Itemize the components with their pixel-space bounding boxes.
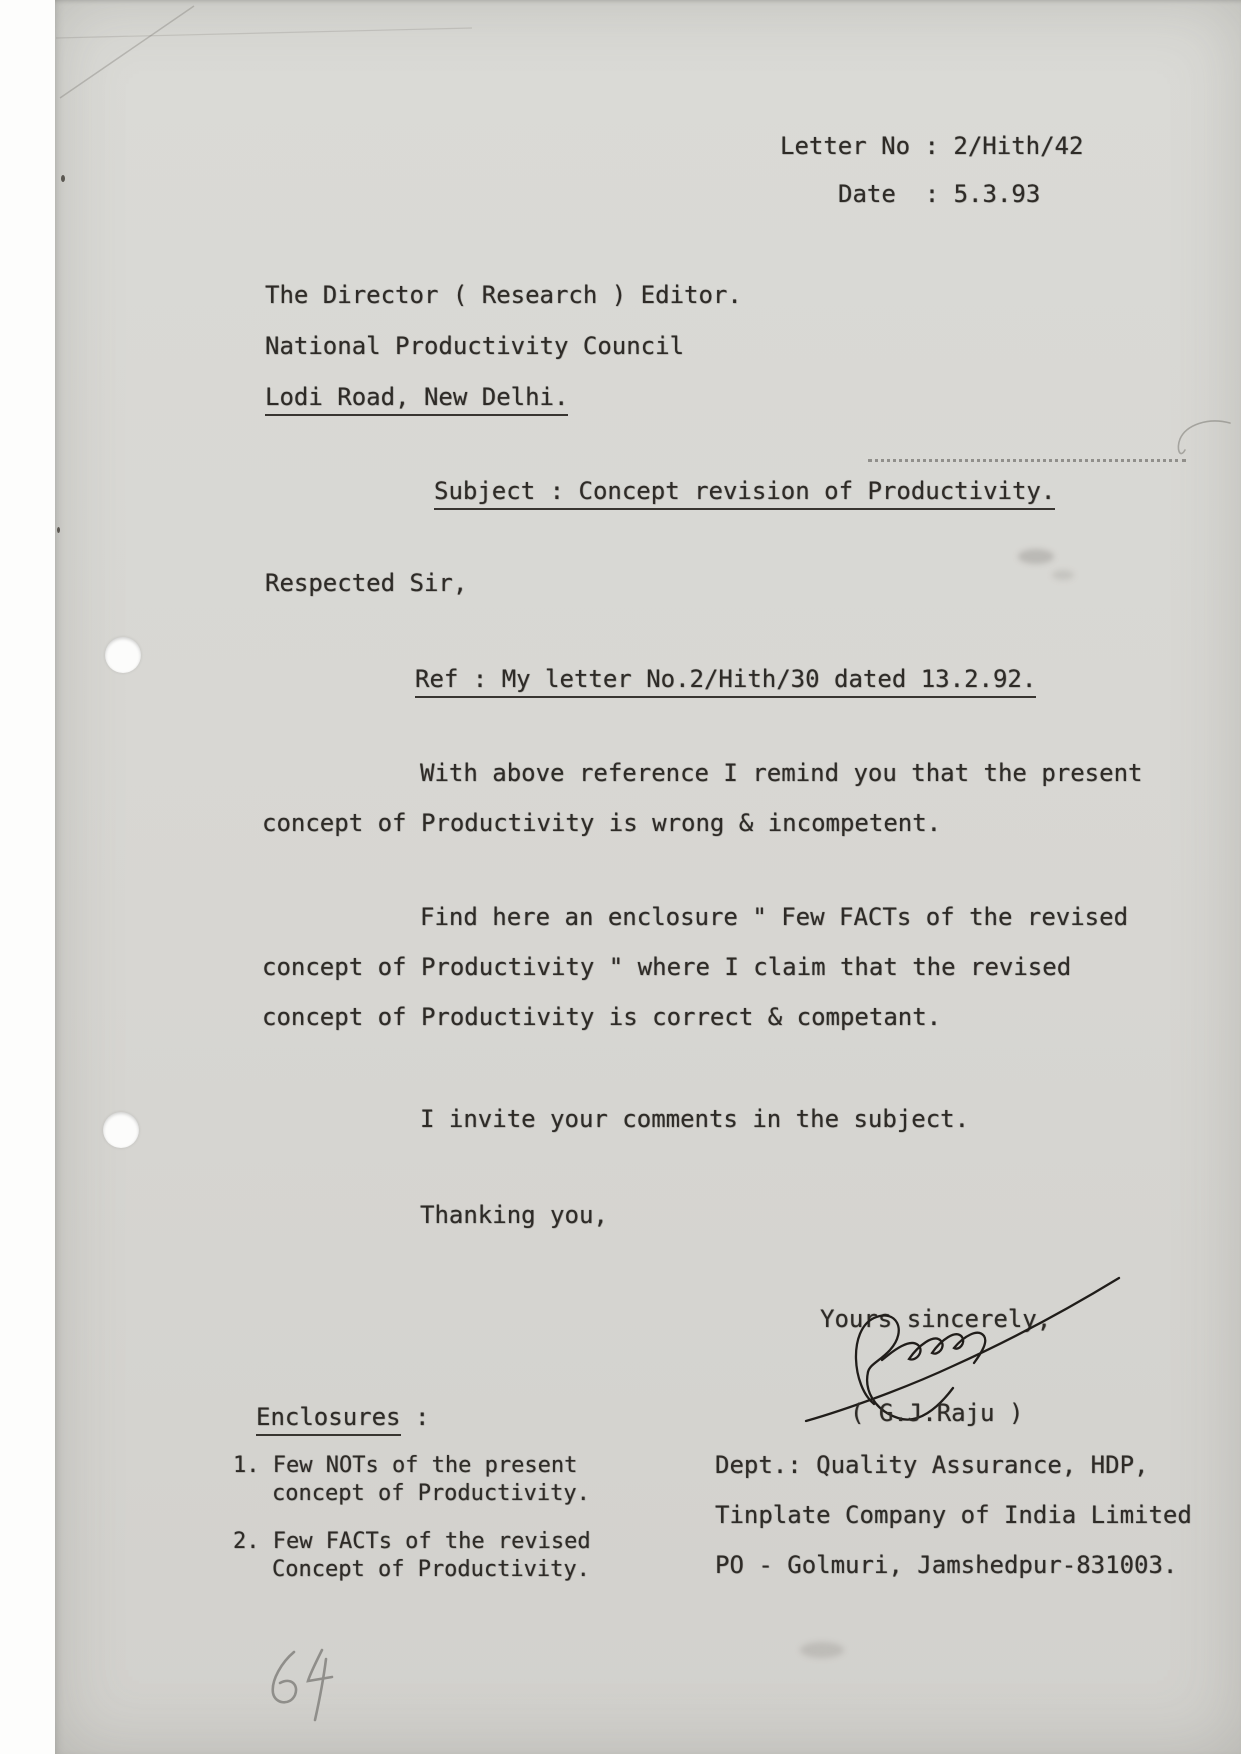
closing-line: Thanking you, xyxy=(420,1201,608,1229)
recipient-line-1: The Director ( Research ) Editor. xyxy=(265,281,742,309)
recipient-line-2: National Productivity Council xyxy=(265,332,685,360)
body-para2-line1: Find here an enclosure " Few FACTs of the revised xyxy=(420,903,1129,931)
enclosures-heading-colon: : xyxy=(400,1403,430,1431)
enclosure-item-1-line2: concept of Productivity. xyxy=(272,1481,590,1506)
edge-speck-2 xyxy=(57,527,60,533)
enclosures-heading xyxy=(256,1404,429,1431)
recipient-line-3: Lodi Road, New Delhi. xyxy=(265,384,568,416)
enclosure-item-2-line2: Concept of Productivity. xyxy=(272,1557,590,1582)
dept-line-1: Dept.: Quality Assurance, HDP, xyxy=(715,1451,1149,1479)
body-para2-line3: concept of Productivity is correct & competant. xyxy=(262,1003,942,1031)
ghost-dotted-marks xyxy=(868,459,1186,462)
valediction: Yours sincerely, xyxy=(820,1305,1052,1333)
signed-name: ( G.J.Raju ) xyxy=(850,1399,1024,1427)
punch-hole-bottom xyxy=(103,1112,139,1148)
enclosures-heading-text: Enclosures xyxy=(256,1403,401,1436)
salutation: Respected Sir, xyxy=(265,569,468,597)
body-para1-line2: concept of Productivity is wrong & incompetent. xyxy=(262,809,942,837)
body-para2-line2: concept of Productivity " where I claim that the revised xyxy=(262,953,1072,981)
pencil-page-number xyxy=(262,1640,352,1730)
edge-speck-1 xyxy=(61,175,65,182)
smudge-right-mid-2 xyxy=(1052,570,1074,580)
letter-paper xyxy=(55,0,1241,1754)
letter-number-line: Letter No : 2/Hith/42 xyxy=(780,132,1084,160)
smudge-right-mid xyxy=(1018,549,1054,564)
paper-crease-topleft xyxy=(52,2,472,112)
reference-line: Ref : My letter No.2/Hith/30 dated 13.2.92. xyxy=(415,666,1036,698)
punch-hole-top xyxy=(105,637,141,673)
body-para3: I invite your comments in the subject. xyxy=(420,1105,970,1133)
date-line: Date : 5.3.93 xyxy=(838,180,1041,208)
pencil-hook-mark xyxy=(1168,415,1238,470)
enclosure-item-1-line1: 1. Few NOTs of the present xyxy=(233,1453,578,1478)
subject-line: Subject : Concept revision of Productivity. xyxy=(434,478,1055,510)
body-para1-line1: With above reference I remind you that the present xyxy=(420,759,1143,787)
dept-line-3: PO - Golmuri, Jamshedpur-831003. xyxy=(715,1551,1178,1579)
smudge-bottom-center xyxy=(800,1642,844,1658)
enclosure-item-2-line1: 2. Few FACTs of the revised xyxy=(233,1529,591,1554)
dept-line-2: Tinplate Company of India Limited xyxy=(715,1501,1192,1529)
